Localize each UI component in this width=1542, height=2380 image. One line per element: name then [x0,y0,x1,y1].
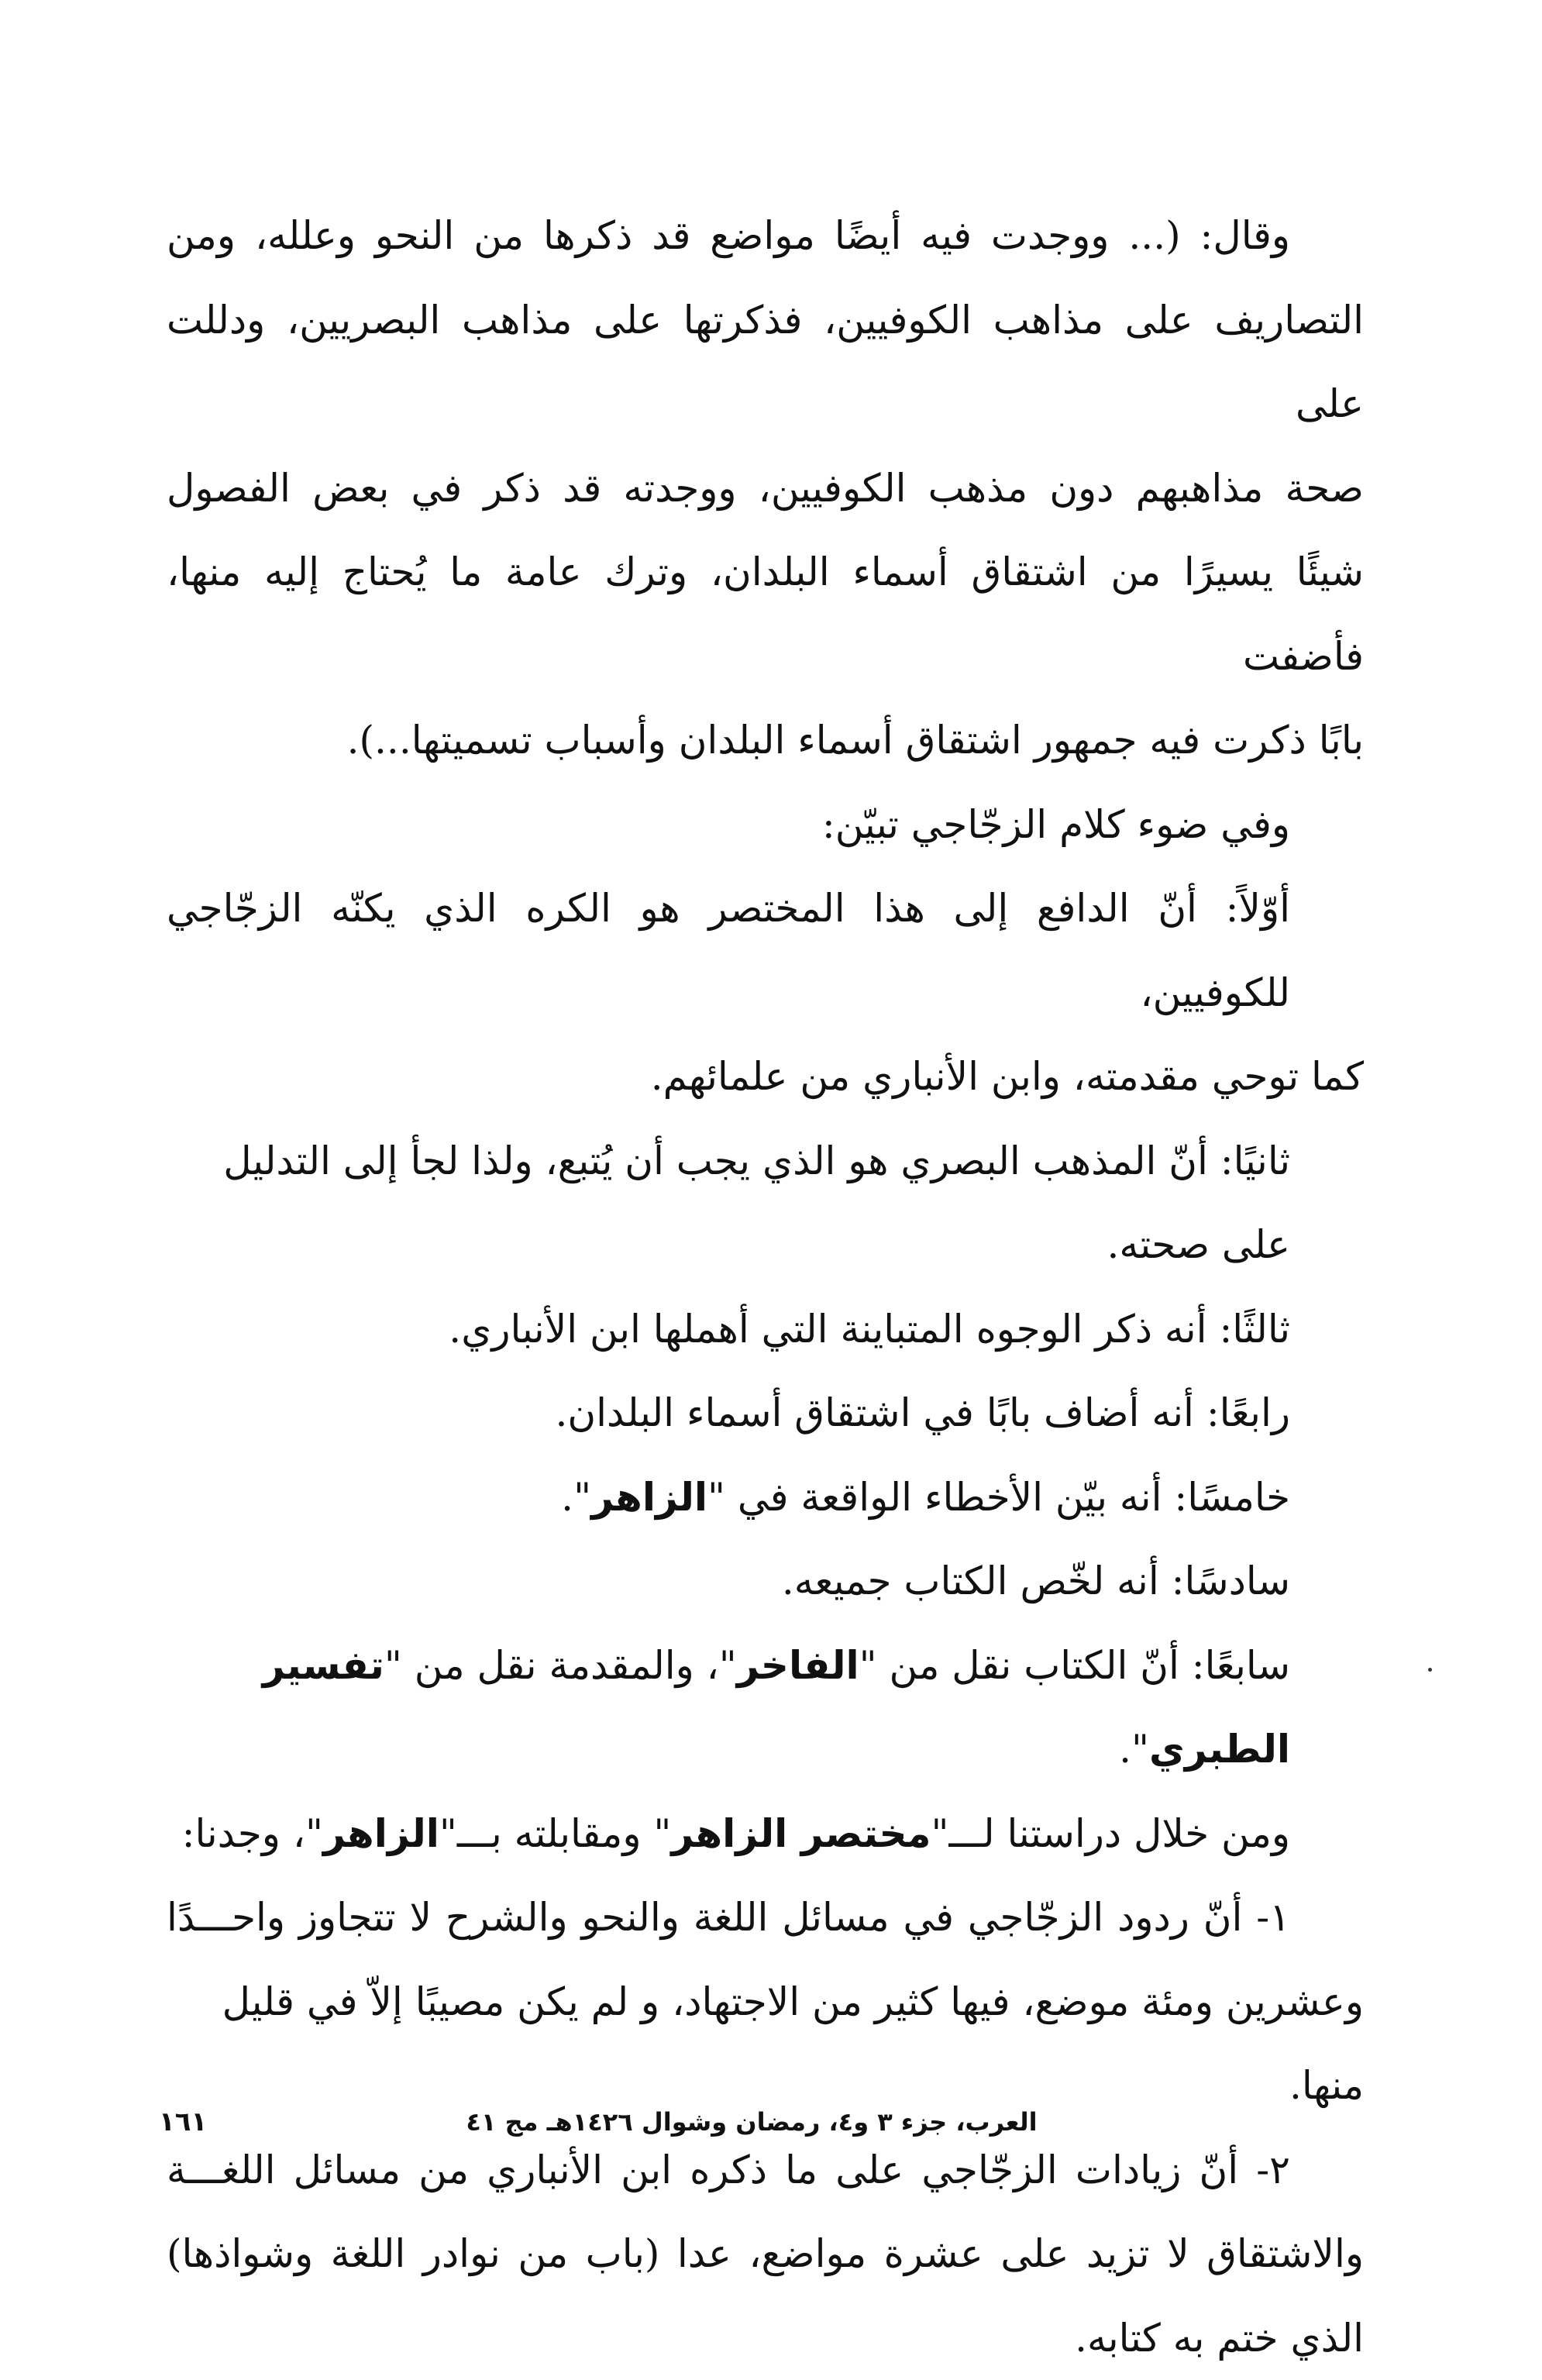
study-intro [167,1792,1364,1876]
study-point-1-line-1: ١- أنّ ردود الزجّاجي في مسائل اللغة والنحو والشرح لا تتجاوز واحـــدًا [167,1875,1364,1960]
study-point-2-line-1: ٢- أنّ زيادات الزجّاجي على ما ذكره ابن الأنباري من مسائل اللغـــة [167,2128,1364,2213]
study-point-1-line-2: وعشرين ومئة موضع، فيها كثير من الاجتهاد، و لم يكن مصيبًا إلاّ في قليل منها. [167,1960,1364,2128]
finding-first-line-2: كما توحي مقدمته، وابن الأنباري من علمائهم. [167,1035,1364,1119]
book-title-zahir-2: الزاهر [323,1811,439,1856]
margin-dot [1428,1668,1432,1672]
section-intro: وفي ضوء كلام الزجّاجي تبيّن: [167,783,1364,867]
article-body [167,194,1364,2380]
finding-seventh [167,1624,1364,1792]
finding-fourth: رابعًا: أنه أضاف بابًا في اشتقاق أسماء البلدان. [167,1371,1364,1455]
book-title-zahir: الزاهر [591,1475,707,1520]
finding-seventh-middle: "، والمقدمة نقل من " [384,1643,737,1688]
study-intro-end: "، وجدنا: [182,1811,323,1856]
study-intro-text: ومن خلال دراستنا لـــ" [931,1811,1290,1856]
book-title-fakhir: الفاخر [737,1643,859,1688]
finding-first-line-1: أوّلاً: أنّ الدافع إلى هذا المختصر هو الكره الذي يكنّه الزجّاجي للكوفيين، [167,866,1364,1035]
finding-sixth: سادسًا: أنه لخّص الكتاب جميعه. [167,1539,1364,1624]
finding-third: ثالثًا: أنه ذكر الوجوه المتباينة التي أهملها ابن الأنباري. [167,1287,1364,1372]
study-point-2-line-3: الذي ختم به كتابه. [167,2296,1364,2380]
study-intro-middle: " ومقابلته بـــ" [439,1811,671,1856]
quote-line-3: صحة مذاهبهم دون مذهب الكوفيين، ووجدته قد ذكر في بعض الفصول [167,446,1364,531]
book-title-mukhtasar-zahir: مختصر الزاهر [671,1811,931,1856]
journal-footer: العرب، جزء ٣ و٤، رمضان وشوال ١٤٢٦هـ مج ٤١ [434,2099,1069,2145]
quote-line-2: التصاريف على مذاهب الكوفيين، فذكرتها على مذاهب البصريين، ودللت على [167,278,1364,446]
finding-seventh-end: ". [1119,1727,1149,1772]
quote-line-1: وقال: (... ووجدت فيه أيضًا مواضع قد ذكرها من النحو وعلله، ومن [167,194,1364,278]
quote-line-5: بابًا ذكرت فيه جمهور اشتقاق أسماء البلدان وأسباب تسميتها...). [167,698,1364,783]
page-number: ١٦١ [159,2099,252,2145]
book-title-tafsir-tabari: تفسير الطبري [263,1643,1290,1772]
finding-fifth [167,1455,1364,1540]
finding-fifth-end: ". [561,1475,591,1520]
finding-seventh-text: سابعًا: أنّ الكتاب نقل من " [859,1643,1290,1688]
study-point-2-line-2: والاشتقاق لا تزيد على عشرة مواضع، عدا (باب من نوادر اللغة وشواذها) [167,2212,1364,2296]
finding-fifth-text: خامسًا: أنه بيّن الأخطاء الواقعة في " [707,1475,1290,1520]
quote-line-4: شيئًا يسيرًا من اشتقاق أسماء البلدان، وترك عامة ما يُحتاج إليه منها، فأضفت [167,530,1364,698]
finding-second: ثانيًا: أنّ المذهب البصري هو الذي يجب أن يُتبع، ولذا لجأ إلى التدليل على صحته. [167,1119,1364,1287]
